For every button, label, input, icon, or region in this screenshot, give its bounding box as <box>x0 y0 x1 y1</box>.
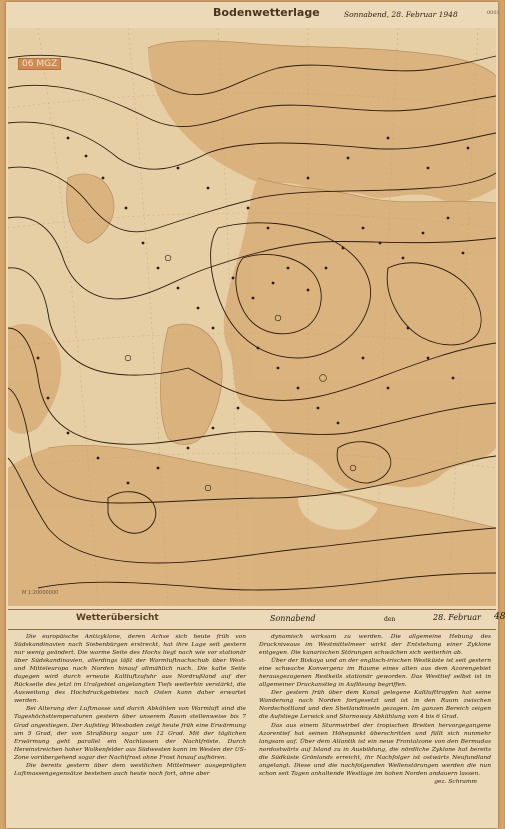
text-column-left <box>14 633 246 828</box>
weather-map <box>8 28 496 606</box>
map-scale-caption: M 1:20000000 <box>22 590 59 596</box>
paragraph: Über der Biskaya und an der englisch-irischen Westküste ist seit gestern eine schwache Konvergenz im Raume eines alten aus dem Azorengebiet herausgezogenen Restkeils stationär geworden. Das Westtief selbst ist in allgemeiner Druckanstieg in Auflösung begriffen. <box>259 658 491 689</box>
map-title: Bodenwetterlage <box>213 6 320 19</box>
overview-den: den <box>384 616 396 623</box>
paragraph: Bei Alterung der Luftmasse und durch Abkühlen von Warmluft sind die Tageshöchsttemperaturen gestern über unserem Raum stellenweise bis 7 Grad angestiegen. Der Aufstieg Wiesbaden zeigt heute früh eine Erwärmung um 5 Grad, der von Straßburg sogar um 12 Grad. Mit der täglichen Erwärmung geht parallel ein Nachlassen der Nachtfröste. Durch Hereinstreichen hoher Wolkenfelder aus Südwesten kann im Westen der US-Zone vorübergehend sogar der Nachtfrost ohne Frost hinauf aufhören. <box>14 706 246 761</box>
corner-mark: 0001 <box>487 10 500 16</box>
divider-top <box>8 609 496 610</box>
weather-map-drawing <box>8 28 496 606</box>
text-column-right <box>259 633 491 828</box>
overview-date: 28. Februar <box>433 613 481 622</box>
divider-bottom <box>8 629 496 630</box>
map-time-label: 06 MGZ <box>18 58 61 70</box>
paragraph: Die bereits gestern über dem westlichen Mittelmeer ausgeprägten Luftmassengegensätze bestehen auch heute noch fort, ohne aber <box>14 762 246 777</box>
paragraph: Die europäische Antizyklone, deren Achse sich heute früh von Südskandinavien nach Siebenbürgen erstreckt, hat ihre Lage seit gestern nur wenig geändert. Die warme Seite des Hochs liegt nach wie vor stationär über Südskandinavien, allerdings läßt der Warmluftnachschub über West- und Mitteleuropa nach Norden hinauf allmählich nach. Die kalte Seite dagegen wird durch erneute Kaltluftzufuhr aus Nordrußland auf der Rückseite des jetzt im Uralgebiet angelangten Tiefs weiterhin verstärkt, die Ausweitung des Hochdruckgebietes nach Osten kann daher erwartet werden. <box>14 634 246 705</box>
overview-day: Sonnabend <box>270 614 316 623</box>
map-date: Sonnabend, 28. Februar 1948 <box>344 10 458 19</box>
signature: gez. Schramm <box>434 778 477 785</box>
overview-header <box>8 611 505 629</box>
landmasses <box>8 41 496 606</box>
paragraph: Der gestern früh über dem Kanal gelegene Kaltlufttropfen hat seine Wanderung nach Norden fortgesetzt und ist in den Raum zwischen Nordschottland und den Shetlandinseln gezogen. Im ganzen Bereich zeigen die Aufstiege Lerwick und Stornoway Abkühlung von 4 bis 6 Grad. <box>259 690 491 721</box>
paragraph: Das aus einem Sturmwirbel der tropischen Breiten hervorgegangene Azorentief hat seinen Höhepunkt überschritten und füllt sich nunmehr langsam auf. Über dem Atlantik ist ein neue Frontalzone von den Bermudas nordostwärts auf Island zu in Ausbildung, die nördliche Zyklone hat bereits die Südküste Grönlands erreicht, ihr Nachfolger ist ostwärts Neufundland angelangt. Diese und die nachfolgenden Wellenstörungen werden die nun schon seit Tagen anhaltende Westlage im hohen Norden andauern lassen. <box>259 722 491 777</box>
overview-title: Wetterübersicht <box>76 613 159 623</box>
overview-year: 48 <box>494 612 505 622</box>
paragraph: dynamisch wirksam zu werden. Die allgemeine Hebung des Druckniveaus im Westmittelmeer wirkt der Entstehung einer Zyklone entgegen. Die kanarischen Störungen schwächen sich weiterhin ab. <box>259 634 491 657</box>
